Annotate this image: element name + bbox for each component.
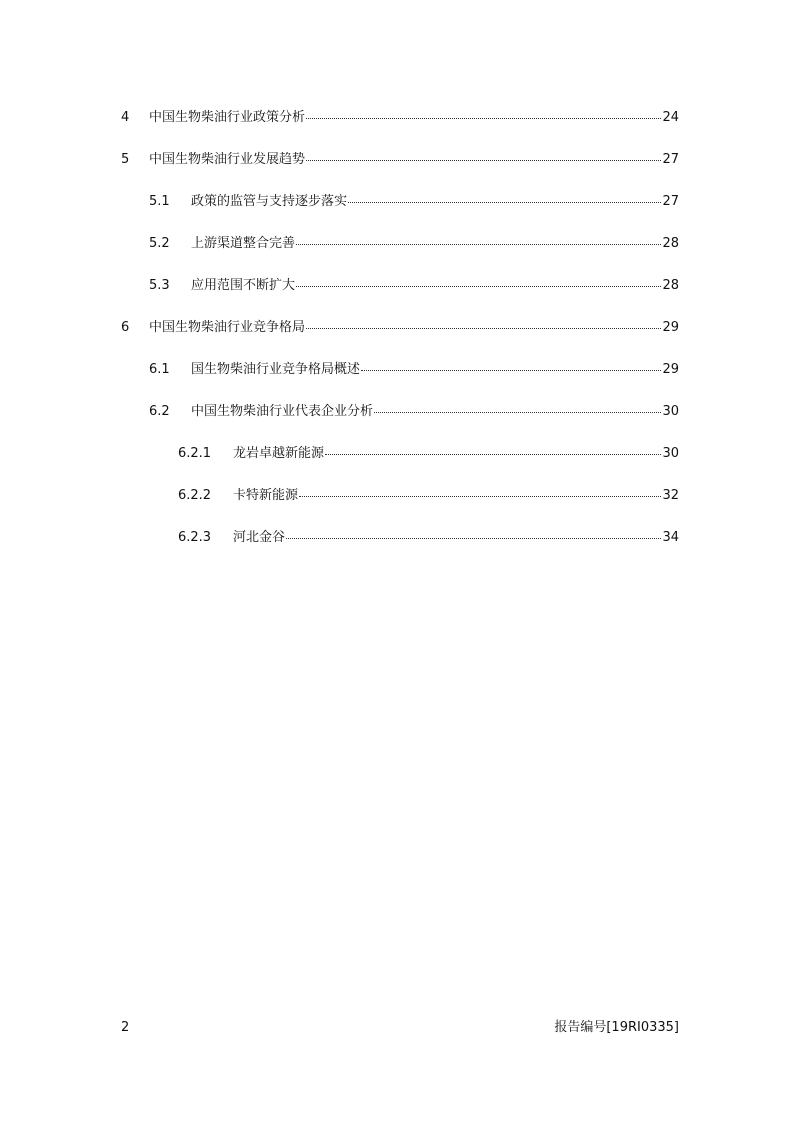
toc-page-number: 29 bbox=[662, 362, 679, 377]
footer-report-id: 报告编号[19RI0335] bbox=[554, 1020, 679, 1035]
toc-entry-5-1[interactable] bbox=[149, 192, 679, 212]
toc-page-number: 28 bbox=[662, 236, 679, 251]
toc-page-number: 27 bbox=[662, 194, 679, 209]
dot-leader bbox=[299, 495, 661, 497]
toc-title: 国生物柴油行业竞争格局概述 bbox=[191, 362, 361, 377]
toc-entry-4[interactable] bbox=[121, 108, 679, 128]
toc-entry-6-2-3[interactable] bbox=[178, 528, 679, 548]
toc-page-number: 27 bbox=[662, 152, 679, 167]
footer-page-number: 2 bbox=[121, 1020, 130, 1035]
toc-page-number: 34 bbox=[662, 530, 679, 545]
toc-number: 6.1 bbox=[149, 362, 170, 377]
toc-number: 5.1 bbox=[149, 194, 170, 209]
toc-page-number: 28 bbox=[662, 278, 679, 293]
toc-page-number: 30 bbox=[662, 404, 679, 419]
toc-number: 6.2 bbox=[149, 404, 170, 419]
dot-leader bbox=[374, 411, 661, 413]
toc-title: 中国生物柴油行业代表企业分析 bbox=[191, 404, 374, 419]
toc-title: 龙岩卓越新能源 bbox=[233, 446, 325, 461]
toc-page-number: 32 bbox=[662, 488, 679, 503]
toc-entry-5-2[interactable] bbox=[149, 234, 679, 254]
toc-page-number: 24 bbox=[662, 110, 679, 125]
toc-title: 应用范围不断扩大 bbox=[191, 278, 296, 293]
dot-leader bbox=[286, 537, 661, 539]
toc-title: 中国生物柴油行业政策分析 bbox=[149, 110, 306, 125]
toc-entry-6-2[interactable] bbox=[149, 402, 679, 422]
toc-number: 6.2.3 bbox=[178, 530, 212, 545]
toc-number: 6.2.1 bbox=[178, 446, 212, 461]
toc-title: 政策的监管与支持逐步落实 bbox=[191, 194, 348, 209]
dot-leader bbox=[296, 243, 661, 245]
toc-number: 5 bbox=[121, 152, 130, 167]
toc-number: 5.2 bbox=[149, 236, 170, 251]
toc-entry-6-1[interactable] bbox=[149, 360, 679, 380]
dot-leader bbox=[306, 117, 661, 119]
toc-page-number: 30 bbox=[662, 446, 679, 461]
toc-number: 5.3 bbox=[149, 278, 170, 293]
toc-title: 河北金谷 bbox=[233, 530, 286, 545]
toc-title: 中国生物柴油行业发展趋势 bbox=[149, 152, 306, 167]
toc-number: 4 bbox=[121, 110, 130, 125]
toc-title: 中国生物柴油行业竞争格局 bbox=[149, 320, 306, 335]
toc-title: 卡特新能源 bbox=[233, 488, 299, 503]
dot-leader bbox=[325, 453, 661, 455]
dot-leader bbox=[296, 285, 661, 287]
dot-leader bbox=[348, 201, 661, 203]
toc-number: 6 bbox=[121, 320, 130, 335]
toc-page-number: 29 bbox=[662, 320, 679, 335]
toc-entry-5[interactable] bbox=[121, 150, 679, 170]
dot-leader bbox=[306, 327, 661, 329]
toc-title: 上游渠道整合完善 bbox=[191, 236, 296, 251]
toc-number: 6.2.2 bbox=[178, 488, 212, 503]
toc-entry-6-2-2[interactable] bbox=[178, 486, 679, 506]
dot-leader bbox=[361, 369, 661, 371]
dot-leader bbox=[306, 159, 661, 161]
toc-entry-6-2-1[interactable] bbox=[178, 444, 679, 464]
toc-entry-6[interactable] bbox=[121, 318, 679, 338]
toc-entry-5-3[interactable] bbox=[149, 276, 679, 296]
